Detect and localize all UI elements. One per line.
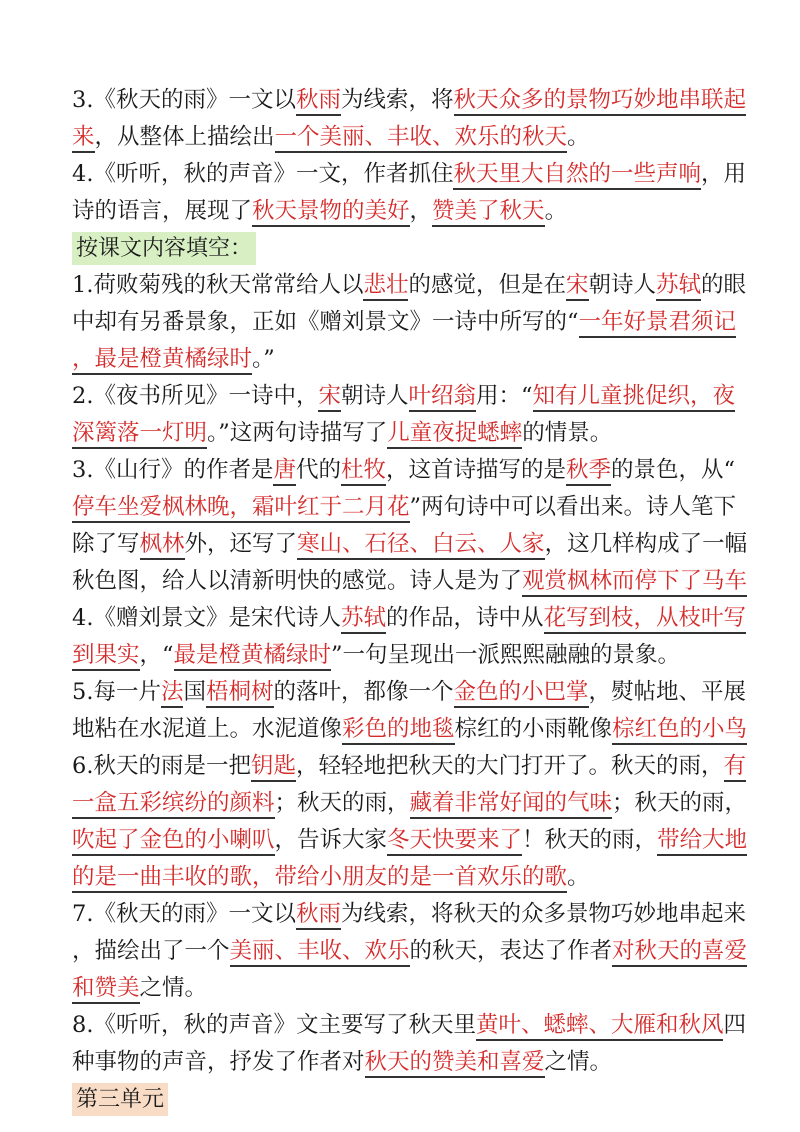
text-line <box>72 304 737 341</box>
answer-highlight: 宋 <box>566 272 589 301</box>
answer-highlight: 秋天众多的景物巧妙地串联起 <box>454 87 747 116</box>
answer-highlight: 一年好景君须记 <box>579 309 737 338</box>
text-segment: ！秋天的雨， <box>522 827 658 853</box>
text-segment: 外，还写了 <box>184 531 298 557</box>
text-line <box>72 156 746 193</box>
text-segment: 诗的语言，展现了 <box>72 198 253 224</box>
text-segment: 的眼 <box>701 272 747 298</box>
answer-highlight: 枫林 <box>140 531 185 560</box>
text-segment: ，告诉大家 <box>274 827 388 853</box>
text-segment: 中却有另番景象，正如《赠刘景文》一诗中所写的“ <box>72 309 579 335</box>
text-segment: ，“ <box>139 642 174 668</box>
text-segment: 。 <box>567 124 590 150</box>
text-segment: 的秋天，表达了作者 <box>409 938 613 964</box>
section-heading-text: 按课文内容填空： <box>72 232 256 265</box>
answer-highlight: 寒山、石径、白云、人家 <box>297 531 545 560</box>
text-line <box>72 674 747 711</box>
text-line <box>72 600 747 637</box>
text-segment: 。”这两句诗描写了 <box>207 420 388 446</box>
text-segment: 3.《秋天的雨》一文以 <box>72 87 296 113</box>
text-segment: 四 <box>723 1012 746 1038</box>
section-heading <box>72 1081 728 1118</box>
answer-highlight: 藏着非常好闻的气味 <box>410 790 613 819</box>
text-line <box>72 526 748 563</box>
text-segment: 国 <box>183 679 206 705</box>
text-segment: 4.《赠刘景文》是宋代诗人 <box>72 605 341 631</box>
text-segment: 为线索，将秋天的众多景物巧妙地串起来 <box>340 901 746 927</box>
answer-highlight: 唐 <box>273 457 296 486</box>
answer-highlight: 苏轼 <box>656 272 701 301</box>
text-segment: ；秋天的雨， <box>274 790 410 816</box>
text-segment: 。” <box>252 346 275 372</box>
answer-highlight: 儿童夜捉蟋蟀 <box>387 420 522 449</box>
text-segment: 。 <box>567 864 590 890</box>
answer-highlight: 彩色的地毯 <box>342 716 455 745</box>
text-segment: 朝诗人 <box>588 272 657 298</box>
text-segment: 的景色，从“ <box>611 457 736 483</box>
text-line <box>72 970 728 1007</box>
text-line <box>72 822 748 859</box>
answer-highlight: 和赞美 <box>72 975 140 1004</box>
text-segment: ，这首诗描写的是 <box>386 457 567 483</box>
text-segment: 6.秋天的雨是一把 <box>72 753 251 779</box>
answer-highlight: 花写到枝，从枝叶写 <box>544 605 747 634</box>
text-segment: 代的 <box>295 457 341 483</box>
answer-highlight: 苏轼 <box>341 605 386 634</box>
text-line <box>72 82 747 119</box>
answer-highlight: 赞美了秋天 <box>432 198 545 227</box>
text-line <box>72 267 747 304</box>
text-line <box>72 489 737 526</box>
answer-highlight: 美丽、丰收、欢乐 <box>230 938 410 967</box>
text-line <box>72 193 728 230</box>
answer-highlight: 观赏枫林而停下了马车 <box>522 568 747 597</box>
answer-highlight: 杜牧 <box>341 457 386 486</box>
text-segment: ”一句呈现出一派熙熙融融的景象。 <box>331 642 681 668</box>
text-segment: 的落叶，都像一个 <box>273 679 454 705</box>
text-line <box>72 637 728 674</box>
text-segment: 棕红的小雨靴像 <box>454 716 613 742</box>
answer-highlight: 棕红色的小鸟 <box>612 716 747 745</box>
answer-highlight: 金色的小巴掌 <box>454 679 589 708</box>
answer-highlight: 悲壮 <box>363 272 408 301</box>
text-segment: 为线索，将 <box>340 87 454 113</box>
text-line <box>72 341 728 378</box>
text-segment: 5.每一片 <box>72 679 161 705</box>
text-line <box>72 859 728 896</box>
text-line <box>72 1007 746 1044</box>
text-line <box>72 711 748 748</box>
answer-highlight: 到果实 <box>72 642 140 671</box>
section-heading-text: 第三单元 <box>72 1083 168 1116</box>
text-segment: ；秋天的雨， <box>612 790 748 816</box>
text-segment: ，用 <box>700 161 746 187</box>
answer-highlight: 叶绍翁 <box>409 383 477 412</box>
text-segment: 之情。 <box>544 1049 613 1075</box>
text-segment: 的情景。 <box>522 420 613 446</box>
text-segment: ，从整体上描绘出 <box>94 124 275 150</box>
answer-highlight: 的是一曲丰收的歌，带给小朋友的是一首欢乐的歌 <box>72 864 567 893</box>
text-segment: 4.《听听，秋的声音》一文，作者抓住 <box>72 161 454 187</box>
text-segment: ，描绘出了一个 <box>72 938 230 964</box>
text-segment: ， <box>409 198 433 224</box>
answer-highlight: 带给大地 <box>657 827 747 856</box>
answer-highlight: 深篱落一灯明 <box>72 420 207 449</box>
answer-highlight: 停车坐爱枫林晚，霜叶红于二月花 <box>72 494 410 523</box>
text-segment: 7.《秋天的雨》一文以 <box>72 901 296 927</box>
text-line <box>72 785 748 822</box>
answer-highlight: 法 <box>161 679 184 708</box>
answer-highlight: 对秋天的喜爱 <box>612 938 747 967</box>
text-segment: 地粘在水泥道上。水泥道像 <box>72 716 343 742</box>
text-segment: 。 <box>544 198 568 224</box>
answer-highlight: 秋天里大自然的一些声响 <box>453 161 701 190</box>
text-segment: 朝诗人 <box>340 383 409 409</box>
text-segment: 1.荷败菊残的秋天常常给人以 <box>72 272 364 298</box>
answer-highlight: 钥匙 <box>251 753 296 782</box>
answer-highlight: 最是橙黄橘绿时 <box>174 642 332 671</box>
answer-highlight: 有 <box>724 753 747 782</box>
answer-highlight: 秋天的赞美和喜爱 <box>365 1049 545 1078</box>
text-segment: ，熨帖地、平展 <box>588 679 747 705</box>
text-segment: 2.《夜书所见》一诗中， <box>72 383 319 409</box>
text-segment: ，轻轻地把秋天的大门打开了。秋天的雨， <box>295 753 724 779</box>
text-line <box>72 378 736 415</box>
answer-highlight: 一个美丽、丰收、欢乐的秋天 <box>275 124 568 153</box>
text-segment: 种事物的声音，抒发了作者对 <box>72 1049 365 1075</box>
answer-highlight: 吹起了金色的小喇叭 <box>72 827 275 856</box>
text-segment: 的感觉，但是在 <box>408 272 566 298</box>
section-heading <box>72 230 728 267</box>
answer-highlight: 秋雨 <box>296 87 341 116</box>
answer-highlight: 秋雨 <box>296 901 341 930</box>
text-line <box>72 452 736 489</box>
text-segment: 的作品，诗中从 <box>385 605 544 631</box>
answer-highlight: 宋 <box>318 383 341 412</box>
answer-highlight: 黄叶、蟋蟀、大雁和秋风 <box>476 1012 724 1041</box>
answer-highlight: ，最是橙黄橘绿时 <box>72 346 252 375</box>
text-segment: 3.《山行》的作者是 <box>72 457 274 483</box>
text-line <box>72 415 728 452</box>
text-segment: 用：“ <box>476 383 533 409</box>
answer-highlight: 冬天快要来了 <box>387 827 522 856</box>
text-line <box>72 933 748 970</box>
answer-highlight: 一盒五彩缤纷的颜料 <box>72 790 275 819</box>
text-segment: ，这几样构成了一幅 <box>544 531 748 557</box>
text-line <box>72 119 728 156</box>
answer-highlight: 知有儿童挑促织，夜 <box>533 383 736 412</box>
answer-highlight: 来 <box>72 124 95 153</box>
answer-highlight: 梧桐树 <box>206 679 274 708</box>
answer-highlight: 秋季 <box>566 457 611 486</box>
text-line <box>72 896 746 933</box>
text-line <box>72 748 747 785</box>
text-line <box>72 1044 728 1081</box>
answer-highlight: 秋天景物的美好 <box>252 198 410 227</box>
text-segment: ”两句诗中可以看出来。诗人笔下 <box>409 494 737 520</box>
text-segment: 8.《听听，秋的声音》文主要写了秋天里 <box>72 1012 476 1038</box>
text-segment: 除了写 <box>72 531 140 557</box>
text-segment: 秋色图，给人以清新明快的感觉。诗人是为了 <box>72 568 523 594</box>
text-segment: 之情。 <box>139 975 208 1001</box>
text-line <box>72 563 748 600</box>
